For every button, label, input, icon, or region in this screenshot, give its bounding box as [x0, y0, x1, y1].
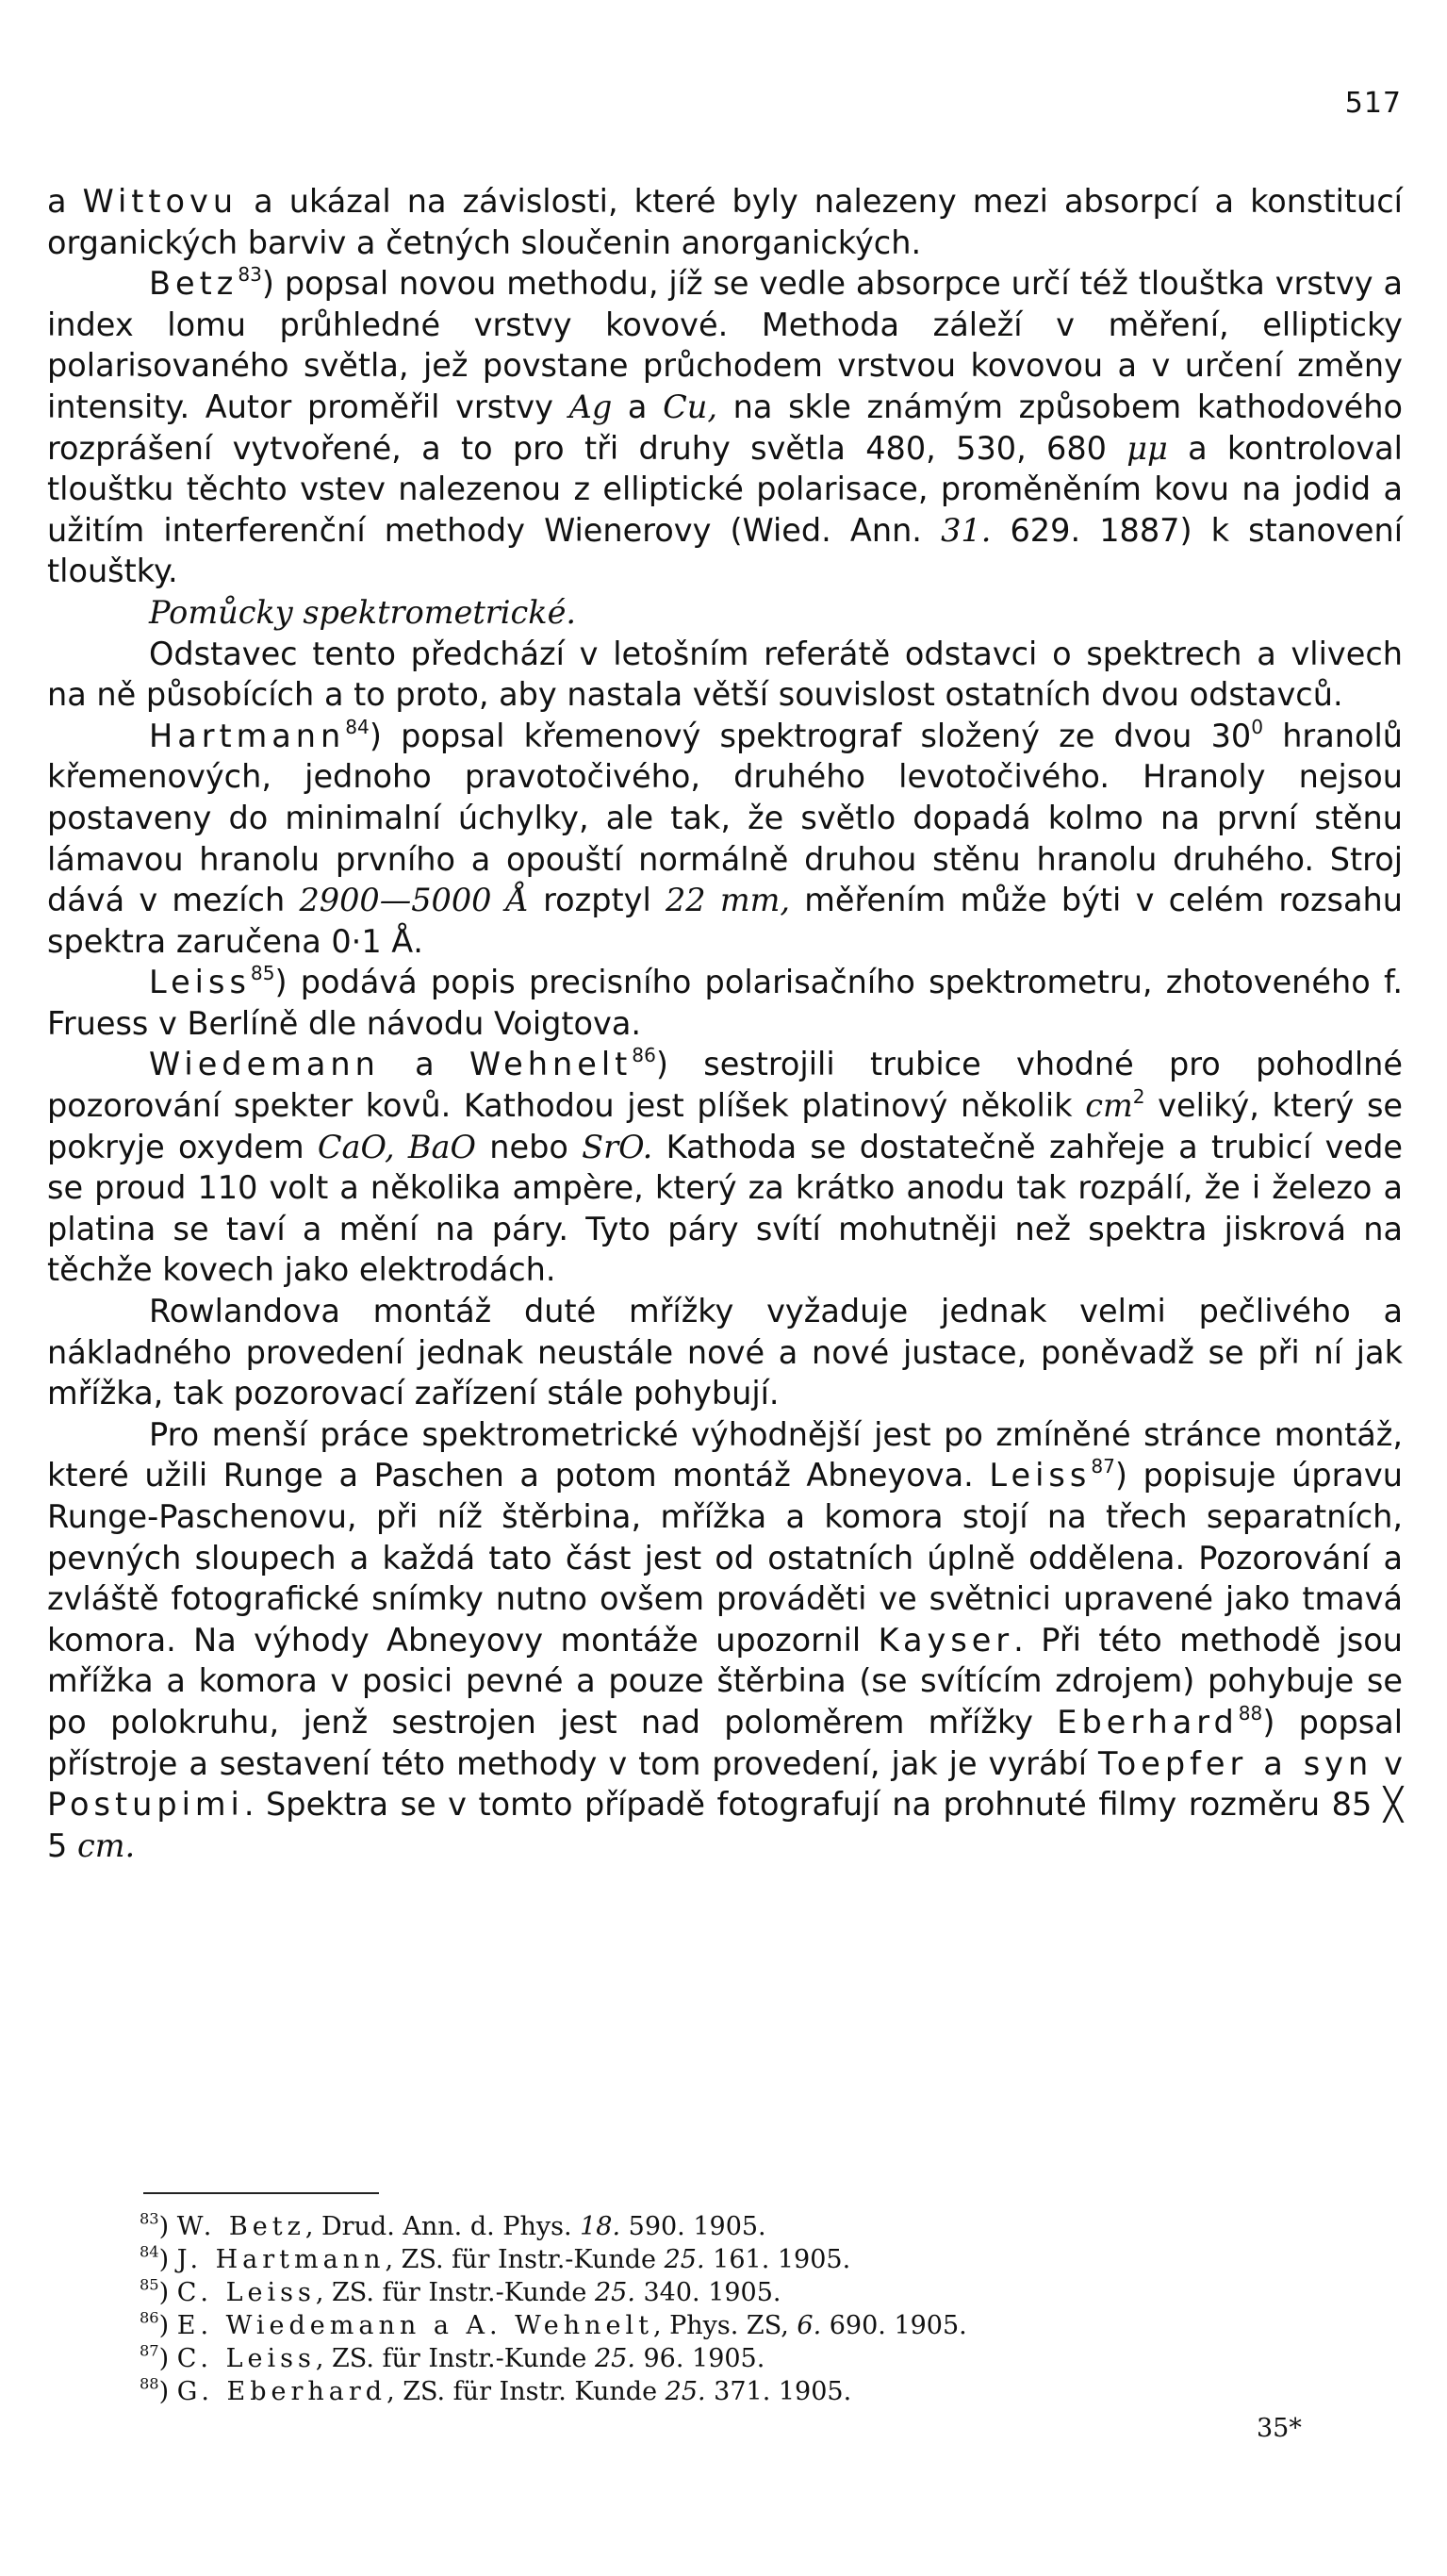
text: v — [1373, 1744, 1403, 1782]
author-name: Wehnelt — [469, 1046, 633, 1083]
text: ) popsal přístroje a sestavení této methody v tom provedení, jak je vyrábí — [47, 1703, 1403, 1782]
footnote-number: 84 — [140, 2242, 159, 2261]
text: , ZS. für Instr. Kunde — [386, 2377, 666, 2406]
author-name: Kayser — [878, 1621, 1014, 1659]
text: , Drud. Ann. d. Phys. — [304, 2212, 581, 2241]
text: Kathoda se dostatečně zahřeje a trubicí vede se proud 110 volt a několika ampère, který za krátko anodu tak rozpálí, že i železo a platina se taví a mění na páry. Tyto páry svítí mohutněji než spektra jiskrová na těchže kovech jako elektrodách. — [47, 1128, 1403, 1289]
footnote-number: 86 — [140, 2308, 159, 2327]
range: 2900—5000 Å — [299, 882, 529, 919]
paragraph-wiedemann — [47, 1044, 1403, 1291]
footnotes — [140, 2210, 1271, 2408]
place-name: Postupimi — [47, 1786, 244, 1824]
text: , ZS. für Instr.-Kunde — [315, 2278, 595, 2307]
volume: 25. — [594, 2278, 635, 2307]
text: rozptyl — [528, 882, 666, 919]
unit: μμ — [1126, 429, 1168, 467]
text: 629. 1887) k stanovení tlouštky. — [47, 511, 1404, 590]
volume: 25. — [665, 2377, 706, 2406]
footnote-item: $^{85}$) C. Leiss, ZS. für Instr.-Kunde 25. 340. 1905. — [140, 2275, 781, 2307]
footnote-ref: 87 — [1091, 1455, 1115, 1478]
footnote-item: $^{87}$) C. Leiss, ZS. für Instr.-Kunde 25. 96. 1905. — [140, 2341, 765, 2373]
author-name: Betz — [149, 265, 238, 303]
main-text — [47, 181, 1403, 1866]
company-name: Toepfer a syn — [1098, 1744, 1373, 1782]
text: . Při této methodě jsou mřížka a komora v posici pevné a pouze štěrbina (se svítícím zdrojem) pohybuje se po polokruhu, jenž sestrojen jest nad poloměrem mřížky — [47, 1621, 1403, 1741]
text: 371. 1905. — [705, 2377, 852, 2406]
footnote-number: 87 — [140, 2341, 159, 2360]
footnote-number: 85 — [140, 2275, 159, 2294]
footnote-author: G. Eberhard — [176, 2377, 387, 2406]
text: ) podává popis precisního polarisačního spektrometru, zhotoveného f. Fruess v Berlíně dle návodu Voigtova. — [47, 964, 1403, 1042]
paragraph-leiss — [47, 962, 1403, 1044]
text: a kontroloval tlouštku těchto vstev nalezenou z elliptické polarisace, proměněním kovu na jodid a užitím interferenční methody Wienerovy (Wied. Ann. — [47, 429, 1403, 549]
text: a — [612, 388, 664, 425]
author-name: Leiss — [989, 1457, 1092, 1494]
signature-mark: 35* — [1257, 2414, 1302, 2443]
footnote-rule — [143, 2192, 379, 2194]
text: hranolů křemenových, jednoho pravotočivého, druhého levotočivého. Hranoly nejsou postaveny do minimalní úchylky, ale tak, že světlo dopadá kolmo na první stěnu lámavou hranolu prvního a opouští normálně druhou stěnu hranolu druhého. Stroj dává v mezích — [47, 717, 1403, 919]
text: a — [379, 1046, 469, 1083]
chem-symbol: Cu, — [663, 388, 717, 425]
text: , Phys. ZS, — [652, 2311, 797, 2340]
author-name: Wittovu — [82, 183, 238, 220]
text: ) popisuje úpravu Runge-Paschenovu, při níž štěrbina, mřížka a komora stojí na třech separatních, pevných sloupech a každá tato část jest od ostatních úplně oddělena. Pozorování a zvláště fotografické snímky nutno ovšem prováděti ve světnici upravené jako tmavá komora. Na výhody Abneyovy montáže upozornil — [47, 1457, 1403, 1659]
footnote-author: C. Leiss — [176, 2278, 316, 2307]
text: a — [47, 183, 83, 220]
page-number: 517 — [1344, 87, 1402, 120]
footnote-ref: 83 — [238, 263, 262, 287]
footnote-number: 88 — [140, 2374, 159, 2393]
author-name: Hartmann — [149, 717, 346, 754]
footnote-ref: 88 — [1238, 1701, 1263, 1725]
section-heading: Pomůcky spektrometrické. — [149, 593, 577, 631]
footnote-ref: 84 — [345, 715, 370, 738]
text: měřením může býti v celém rozsahu spektra zaručena 0·1 Å. — [47, 882, 1403, 960]
volume: 18. — [580, 2212, 621, 2241]
paragraph-betz — [47, 263, 1403, 592]
text: ) sestrojili trubice vhodné pro pohodlné pozorování spekter kovů. Kathodou jest plíšek platinový několik — [47, 1046, 1404, 1125]
degree-mark: 0 — [1251, 715, 1263, 738]
footnote-author: J. Hartmann — [176, 2245, 386, 2274]
text: na skle známým způsobem kathodového rozprášení vytvořené, a to pro tři druhy světla 480, 530, 680 — [47, 388, 1403, 467]
footnote-ref: 86 — [632, 1044, 656, 1067]
chem-formula: CaO, BaO — [317, 1128, 476, 1165]
paragraph-intro: Odstavec tento předchází v letošním referátě odstavci o spektrech a vlivech na ně působících a to proto, aby nastala větší souvislost ostatních dvou odstavců. — [47, 635, 1403, 714]
text: 340. 1905. — [634, 2278, 781, 2307]
text: 161. 1905. — [704, 2245, 851, 2274]
chem-symbol: Ag — [568, 388, 613, 425]
footnote-author: E. Wiedemann a A. Wehnelt — [176, 2311, 653, 2340]
text: , ZS. für Instr.-Kunde — [315, 2344, 595, 2373]
paragraph-rowland: Rowlandova montáž duté mřížky vyžaduje jednak velmi pečlivého a nákladného provedení jednak neustále nové a nové justace, poněvadž se při ní jak mřížka, tak pozorovací zařízení stále pohybují. — [47, 1293, 1403, 1412]
unit: cm — [1085, 1087, 1133, 1125]
text: a ukázal na závislosti, které byly nalezeny mezi absorpcí a konstitucí organických barviv a četných sloučenin anorganických. — [47, 183, 1403, 261]
footnote-item: $^{86}$) E. Wiedemann a A. Wehnelt, Phys. ZS, 6. 690. 1905. — [140, 2308, 967, 2340]
author-name: Leiss — [149, 964, 251, 1001]
footnote-ref: 85 — [250, 962, 275, 985]
text: . Spektra se v tomto případě fotografují na prohnuté filmy rozměru 85 ╳ 5 — [47, 1786, 1403, 1864]
volume: 31. — [941, 511, 992, 549]
text: 690. 1905. — [821, 2311, 967, 2340]
text: ) popsal novou methodu, jíž se vedle absorpce určí též tlouštka vrstvy a index lomu průhledné vrstvy kovové. Methoda záleží v měření, ellipticky polarisovaného světla, jež povstane průchodem vrstvou kovovou a v určení změny intensity. Autor proměřil vrstvy — [47, 265, 1403, 425]
text: veliký, který se pokryje oxydem — [47, 1087, 1404, 1165]
volume: 25. — [664, 2245, 705, 2274]
author-name: Wiedemann — [149, 1046, 380, 1083]
footnote-item: $^{84}$) J. Hartmann, ZS. für Instr.-Kunde 25. 161. 1905. — [140, 2242, 851, 2274]
text: nebo — [475, 1128, 583, 1165]
footnote-author: C. Leiss — [176, 2344, 316, 2373]
author-name: Eberhard — [1057, 1703, 1239, 1741]
text: ) popsal křemenový spektrograf složený ze dvou 30 — [369, 717, 1252, 754]
paragraph-hartmann — [47, 716, 1403, 963]
footnote-item: $^{88}$) G. Eberhard, ZS. für Instr. Kunde 25. 371. 1905. — [140, 2374, 852, 2406]
text: 590. 1905. — [620, 2212, 766, 2241]
footnote-author: W. Betz — [176, 2212, 305, 2241]
footnote-number: 83 — [140, 2209, 159, 2228]
volume: 25. — [594, 2344, 635, 2373]
text: Pro menší práce spektrometrické výhodnější jest po zmíněné stránce montáž, které užili Runge a Paschen a potom montáž Abneyova. — [47, 1415, 1403, 1494]
dispersion: 22 mm, — [665, 882, 791, 919]
unit: cm. — [76, 1826, 136, 1864]
paragraph-wittovu — [47, 181, 1403, 263]
chem-formula: SrO. — [582, 1128, 653, 1165]
paragraph-montaz — [47, 1414, 1403, 1867]
volume: 6. — [797, 2311, 822, 2340]
exponent: 2 — [1132, 1085, 1145, 1108]
text: , ZS. für Instr.-Kunde — [385, 2245, 665, 2274]
footnote-item: $^{83}$) W. Betz, Drud. Ann. d. Phys. 18. 590. 1905. — [140, 2209, 766, 2241]
text: 96. 1905. — [634, 2344, 765, 2373]
